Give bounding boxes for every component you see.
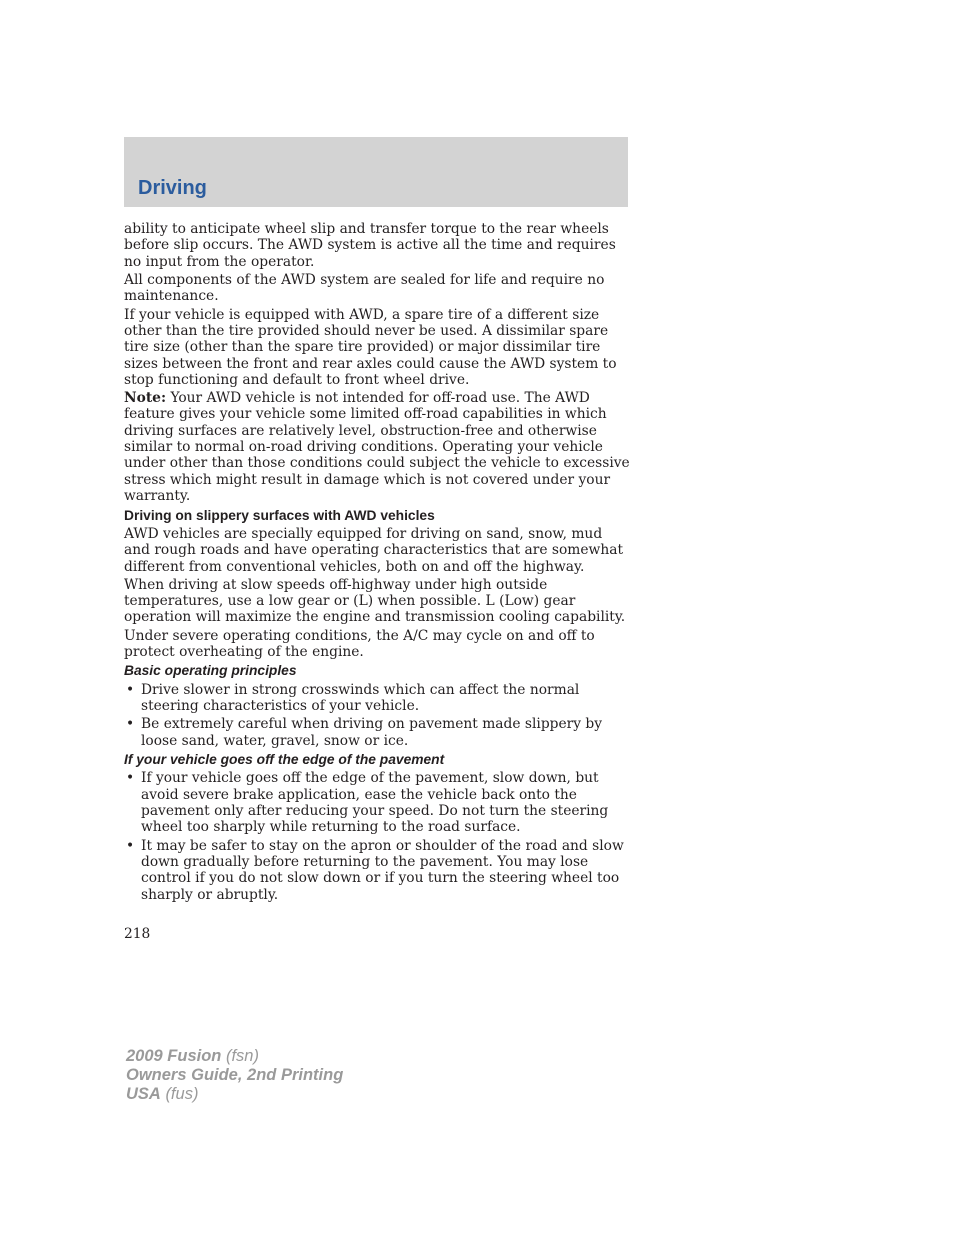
paragraph: All components of the AWD system are sealed for life and require no maintenance. [124, 271, 605, 305]
note-paragraph [124, 390, 630, 504]
list-item-text: Drive slower in strong crosswinds which can affect the normal steering characteristics of your vehicle. [141, 681, 580, 715]
list-item-text: Be extremely careful when driving on pavement made slippery by loose sand, water, gravel, snow or ice. [141, 716, 603, 749]
footer-line [126, 1085, 343, 1104]
section-heading: Driving on slippery surfaces with AWD vehicles [124, 507, 435, 523]
footer-market: USA [126, 1084, 161, 1103]
subsection-heading: Basic operating principles [124, 663, 297, 679]
footer-line [126, 1047, 343, 1066]
list-item-text: If your vehicle goes off the edge of the pavement, slow down, but avoid severe brake application, ease the vehicle back onto the pavement only after reducing your speed. Do not turn the steering wheel too sharply while returning to the road surface. [141, 770, 609, 836]
page-number: 218 [124, 926, 151, 942]
bullet-icon: • [126, 681, 135, 698]
bullet-icon: • [126, 837, 135, 854]
paragraph: If your vehicle is equipped with AWD, a spare tire of a different size other than the tire provided should never be used. A dissimilar spare tire size (other than the spare tire provided) or major dissimilar tire sizes between the front and rear axles could cause the AWD system to stop functioning and default to front wheel drive. [124, 306, 617, 388]
paragraph: When driving at slow speeds off-highway under high outside temperatures, use a low gear or (L) when possible. L (Low) gear operation will maximize the engine and transmission cooling capability. [124, 576, 626, 626]
bullet-list [124, 770, 630, 903]
paragraph: AWD vehicles are specially equipped for driving on sand, snow, mud and rough roads and have operating characteristics that are somewhat different from conventional vehicles, both on and off the highway. [124, 525, 624, 575]
bullet-list [124, 682, 630, 749]
list-item-text: It may be safer to stay on the apron or shoulder of the road and slow down gradually before returning to the pavement. You may lose control if you do not slow down or if you turn the steering wheel too sharply or abruptly. [141, 837, 624, 903]
footer-edition: Owners Guide, 2nd Printing [126, 1065, 344, 1084]
footer-market-code: (fus) [165, 1084, 199, 1103]
list-item [124, 838, 630, 903]
section-header-band [124, 137, 628, 207]
section-title: Driving [138, 177, 207, 199]
bullet-icon: • [126, 716, 135, 733]
paragraph: Under severe operating conditions, the A/C may cycle on and off to protect overheating of the engine. [124, 627, 595, 661]
list-item [124, 716, 630, 749]
bullet-icon: • [126, 770, 135, 787]
page-body [124, 221, 630, 905]
list-item [124, 770, 630, 835]
list-item [124, 682, 630, 715]
note-text: Your AWD vehicle is not intended for off-road use. The AWD feature gives your vehicle some limited off-road capabilities in which driving surfaces are relatively level, obstruction-free and otherwise similar to normal on-road driving conditions. Operating your vehicle under other than those conditions could subject the vehicle to excessive stress which might result in damage which is not covered under your warranty. [124, 390, 630, 505]
footer-model-code: (fsn) [225, 1047, 259, 1065]
footer-model: 2009 Fusion [126, 1047, 222, 1065]
paragraph: ability to anticipate wheel slip and transfer torque to the rear wheels before slip occurs. The AWD system is active all the time and requires no input from the operator. [124, 221, 616, 270]
subsection-heading: If your vehicle goes off the edge of the pavement [124, 752, 445, 767]
document-footer [126, 1047, 343, 1103]
note-label: Note: [124, 390, 167, 407]
